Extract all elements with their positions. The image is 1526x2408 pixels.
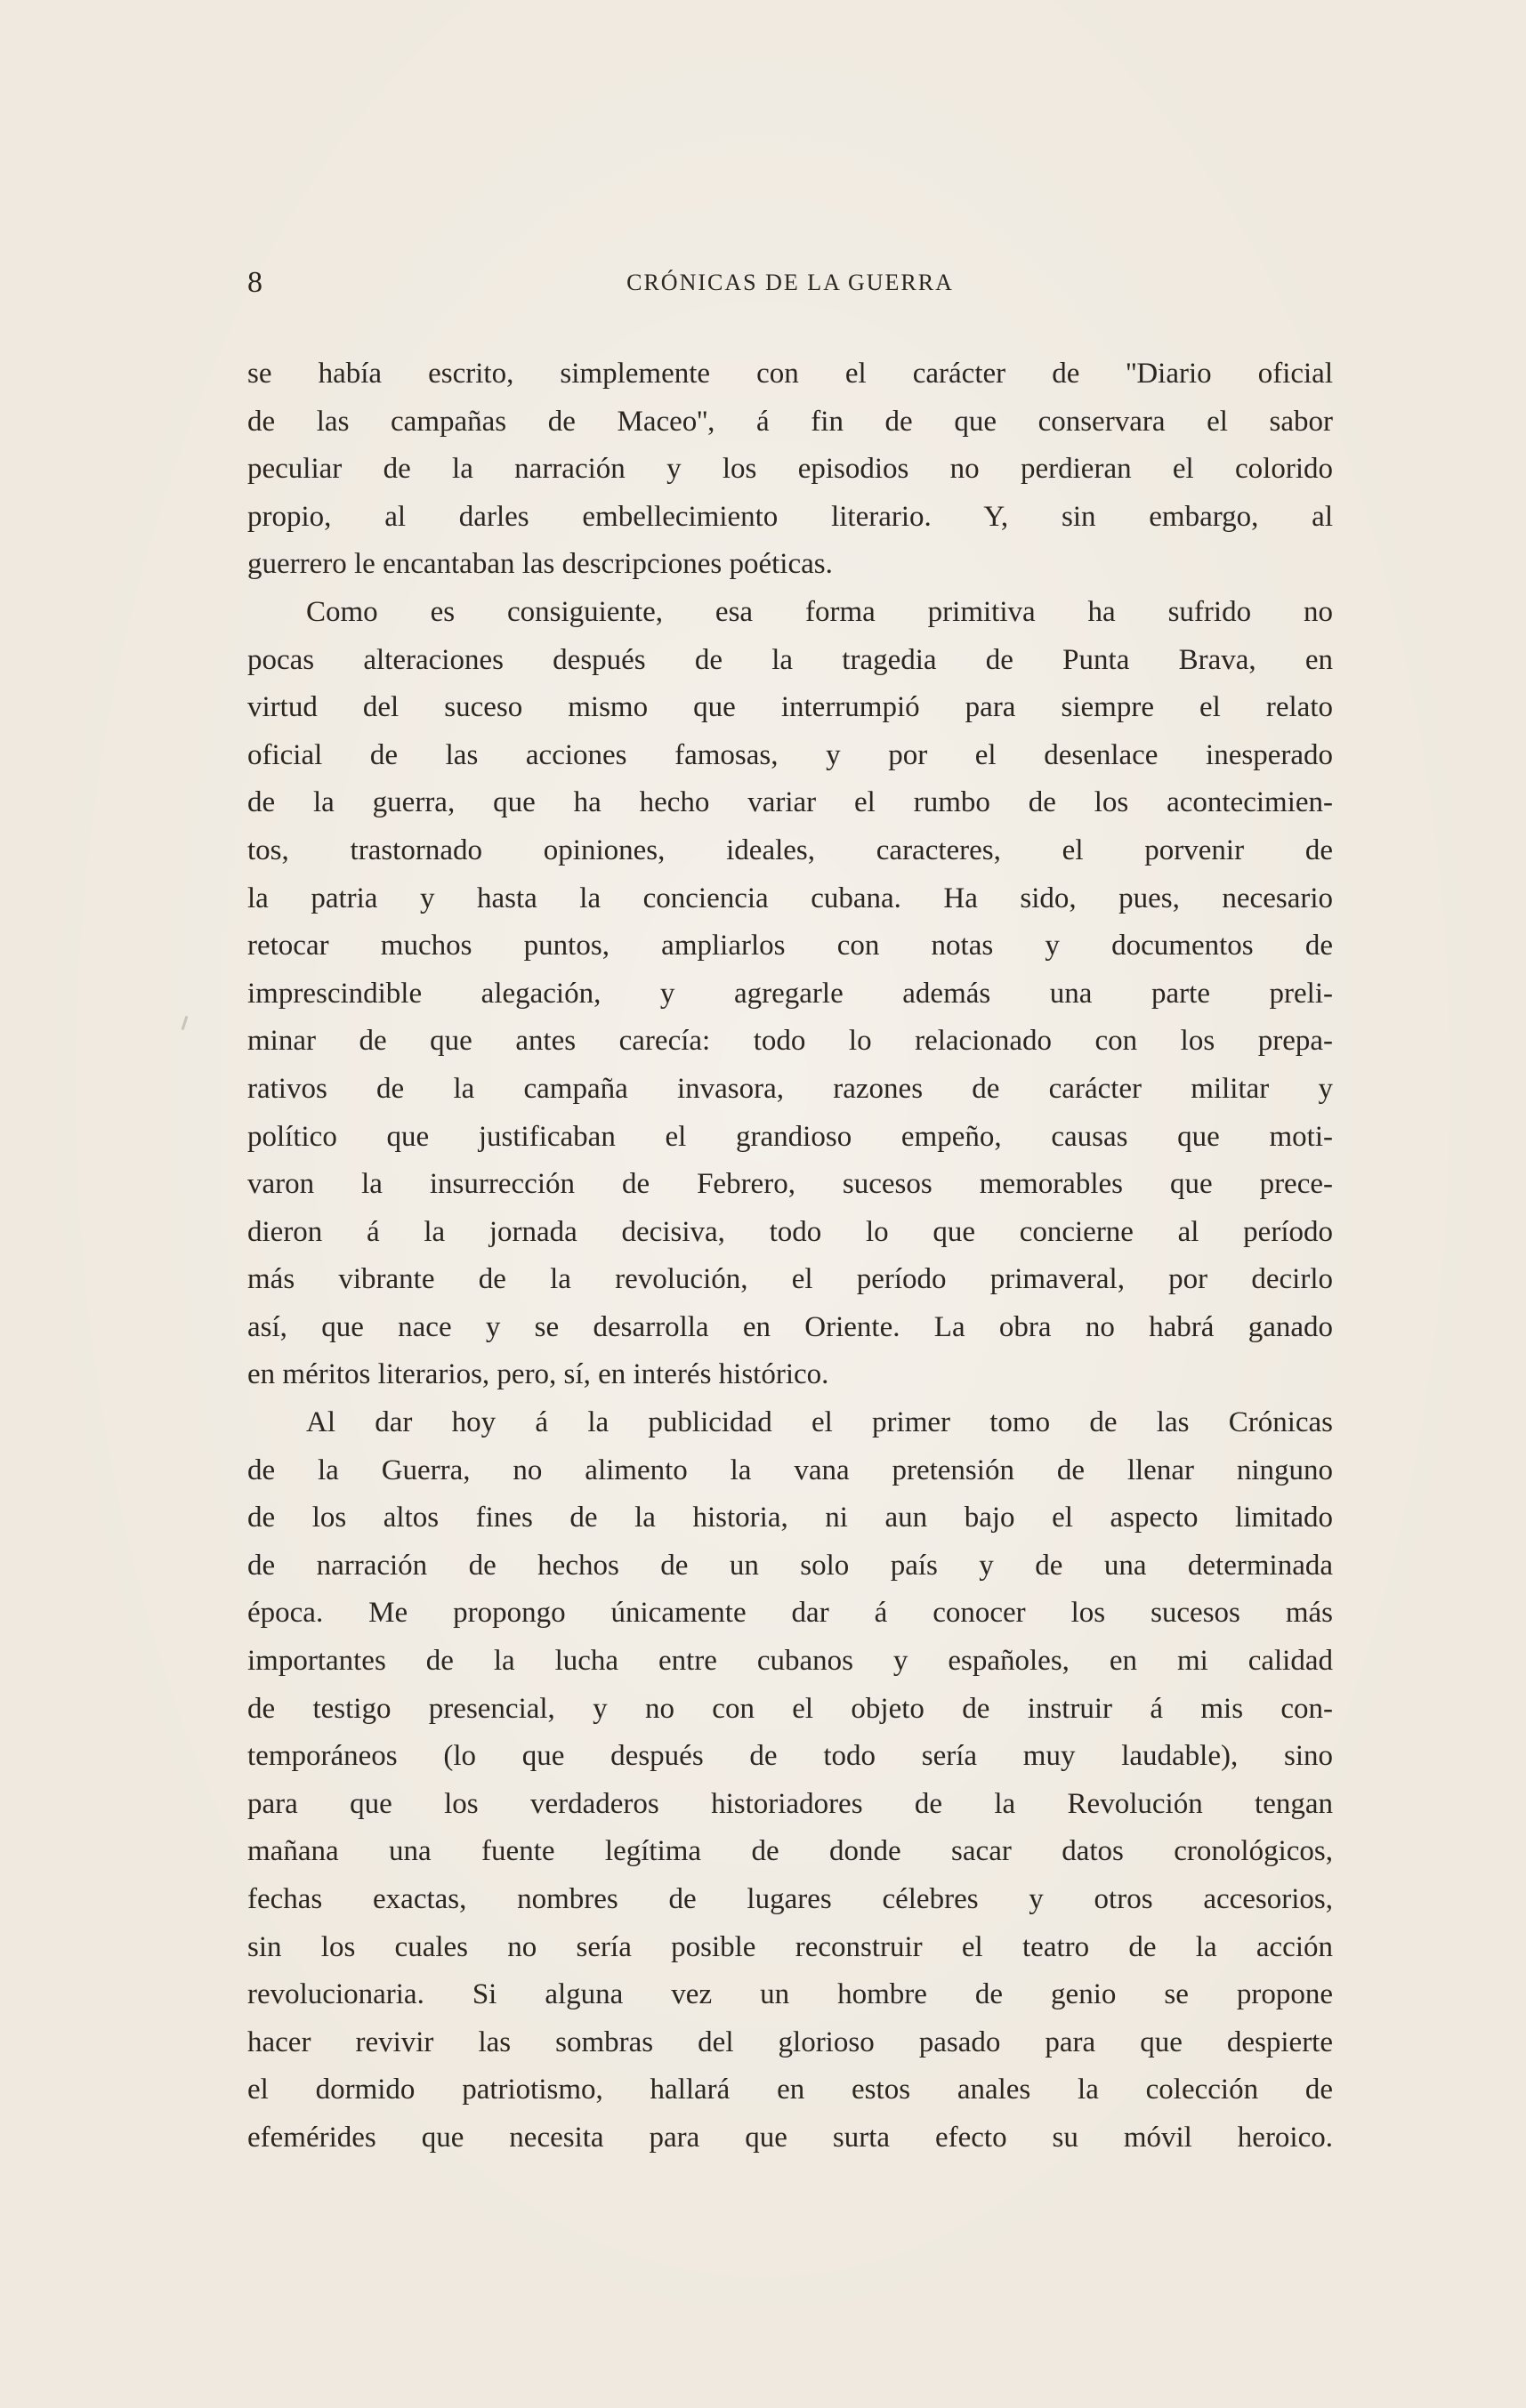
text-line: de narración de hechos de un solo país y de una determinada xyxy=(247,1549,1333,1582)
text-line: efemérides que necesita para que surta efecto su móvil heroico. xyxy=(247,2121,1333,2154)
text-line: peculiar de la narración y los episodios no perdieran el colorido xyxy=(247,453,1333,486)
text-line: para que los verdaderos historiadores de la Revolución tengan xyxy=(247,1787,1333,1820)
text-line: oficial de las acciones famosas, y por el desenlace inesperado xyxy=(247,738,1333,771)
text-line: imprescindible alegación, y agregarle además una parte preli- xyxy=(247,977,1333,1010)
text-line: pocas alteraciones después de la tragedia de Punta Brava, en xyxy=(247,643,1333,676)
text-line: político que justificaban el grandioso empeño, causas que moti- xyxy=(247,1120,1333,1153)
text-line: de testigo presencial, y no con el objeto de instruir á mis con- xyxy=(247,1692,1333,1725)
text-line: de los altos fines de la historia, ni aun bajo el aspecto limitado xyxy=(247,1502,1333,1534)
text-line: dieron á la jornada decisiva, todo lo que concierne al período xyxy=(247,1215,1333,1248)
text-line: sin los cuales no sería posible reconstruir el teatro de la acción xyxy=(247,1930,1333,1963)
text-line: de la Guerra, no alimento la vana pretensión de llenar ninguno xyxy=(247,1454,1333,1486)
page-number: 8 xyxy=(247,266,262,299)
text-line: retocar muchos puntos, ampliarlos con notas y documentos de xyxy=(247,930,1333,962)
text-line: Al dar hoy á la publicidad el primer tomo de las Crónicas xyxy=(306,1406,1333,1439)
text-line: tos, trastornado opiniones, ideales, caracteres, el porvenir de xyxy=(247,834,1333,866)
text-line: se había escrito, simplemente con el carácter de ''Diario oficial xyxy=(247,358,1333,390)
text-line: propio, al darles embellecimiento literario. Y, sin embargo, al xyxy=(247,500,1333,533)
margin-mark xyxy=(182,1016,189,1030)
text-line: más vibrante de la revolución, el período primaveral, por decirlo xyxy=(247,1263,1333,1296)
running-head xyxy=(247,263,1333,302)
running-title: CRÓNICAS DE LA GUERRA xyxy=(626,270,954,295)
text-line: minar de que antes carecía: todo lo relacionado con los prepa- xyxy=(247,1025,1333,1058)
text-line: Como es consiguiente, esa forma primitiva ha sufrido no xyxy=(306,595,1333,628)
text-line: revolucionaria. Si alguna vez un hombre de genio se propone xyxy=(247,1978,1333,2011)
text-line: varon la insurrección de Febrero, sucesos memorables que prece- xyxy=(247,1168,1333,1201)
text-line: así, que nace y se desarrolla en Oriente. La obra no habrá ganado xyxy=(247,1310,1333,1343)
text-line: hacer revivir las sombras del glorioso pasado para que despierte xyxy=(247,2025,1333,2058)
text-line: época. Me propongo únicamente dar á conocer los sucesos más xyxy=(247,1597,1333,1630)
text-line: importantes de la lucha entre cubanos y españoles, en mi calidad xyxy=(247,1645,1333,1678)
text-line: mañana una fuente legítima de donde sacar datos cronológicos, xyxy=(247,1835,1333,1868)
text-line: temporáneos (lo que después de todo sería muy laudable), sino xyxy=(247,1740,1333,1773)
text-line: fechas exactas, nombres de lugares célebres y otros accesorios, xyxy=(247,1883,1333,1915)
text-line: rativos de la campaña invasora, razones de carácter militar y xyxy=(247,1072,1333,1105)
text-line: en méritos literarios, pero, sí, en interés histórico. xyxy=(247,1358,829,1391)
text-line: virtud del suceso mismo que interrumpió para siempre el relato xyxy=(247,691,1333,724)
text-line: el dormido patriotismo, hallará en estos anales la colección de xyxy=(247,2074,1333,2106)
text-line: la patria y hasta la conciencia cubana. Ha sido, pues, necesario xyxy=(247,882,1333,914)
text-line: guerrero le encantaban las descripciones poéticas. xyxy=(247,548,833,581)
body-text xyxy=(247,350,1333,2162)
text-line: de la guerra, que ha hecho variar el rumbo de los acontecimien- xyxy=(247,786,1333,819)
text-line: de las campañas de Maceo'', á fin de que conservara el sabor xyxy=(247,405,1333,438)
